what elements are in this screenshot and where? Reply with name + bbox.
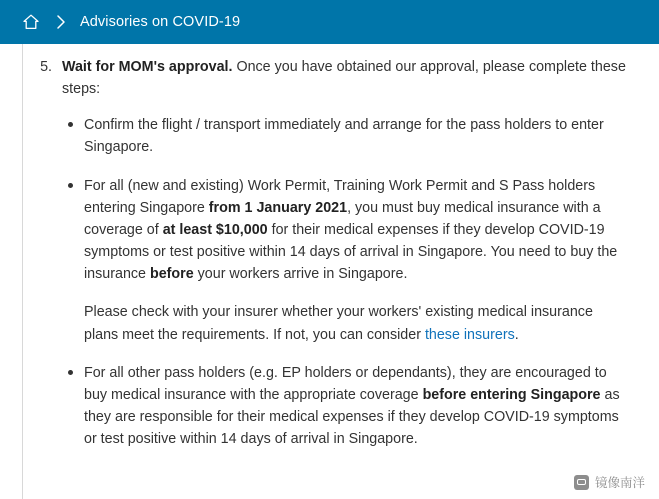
bullet-text bbox=[84, 365, 620, 447]
text-run: . bbox=[514, 326, 519, 343]
page-body bbox=[0, 44, 659, 499]
breadcrumb-header bbox=[0, 0, 659, 44]
watermark-logo-icon bbox=[574, 475, 589, 490]
text-run: as they are responsible for their medical expenses if they develop COVID-19 symptoms or test positive within 14 days of arrival in Singapore. bbox=[84, 386, 620, 448]
list-item bbox=[84, 362, 629, 451]
watermark-label: 镜像南洋 bbox=[594, 476, 645, 490]
watermark bbox=[574, 473, 645, 491]
bullet-subparagraph bbox=[84, 301, 629, 345]
text-run: Confirm the flight / transport immediately and arrange for the pass holders to enter Singapore. bbox=[84, 117, 604, 156]
emphasis-text: from 1 January 2021 bbox=[208, 199, 348, 216]
text-run: , you must buy medical insurance with a coverage of bbox=[84, 199, 601, 238]
step-item-5 bbox=[56, 56, 629, 450]
list-item bbox=[84, 114, 629, 158]
article-content bbox=[0, 44, 659, 450]
emphasis-text: before entering Singapore bbox=[422, 386, 601, 403]
left-divider bbox=[22, 44, 23, 499]
text-run: For all other pass holders (e.g. EP holders or dependants), they are encouraged to buy medical insurance with the appropriate coverage bbox=[84, 364, 607, 403]
bullet-text bbox=[84, 117, 604, 155]
inline-link[interactable]: these insurers bbox=[424, 326, 515, 343]
list-item bbox=[84, 175, 629, 346]
home-icon[interactable] bbox=[22, 13, 40, 31]
bullet-list bbox=[62, 114, 629, 450]
step-title: Wait for MOM's approval. bbox=[62, 59, 233, 75]
step-lead-text bbox=[62, 56, 629, 100]
text-run: For all (new and existing) Work Permit, Training Work Permit and S Pass holders entering Singapore bbox=[84, 177, 596, 216]
bullet-text bbox=[84, 178, 617, 283]
step-intro: Once you have obtained our approval, please complete these steps: bbox=[62, 59, 626, 98]
breadcrumb-title[interactable]: Advisories on COVID-19 bbox=[80, 14, 241, 30]
text-run: your workers arrive in Singapore. bbox=[193, 266, 408, 283]
emphasis-text: before bbox=[149, 266, 194, 283]
text-run: Please check with your insurer whether your workers' existing medical insurance plans meet the requirements. If not, you can consider bbox=[84, 304, 593, 343]
chevron-right-icon bbox=[56, 14, 66, 30]
steps-list bbox=[30, 56, 629, 450]
text-run: for their medical expenses if they develop COVID-19 symptoms or test positive within 14 days of arrival in Singapore. You need to buy the insurance bbox=[84, 221, 618, 283]
emphasis-text: at least $10,000 bbox=[162, 221, 268, 238]
